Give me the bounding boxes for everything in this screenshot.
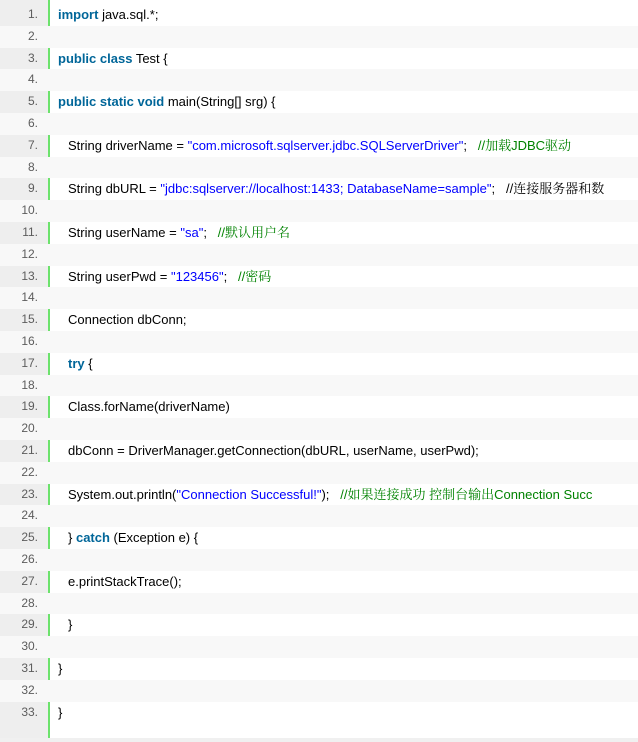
code-token: Test { [132,50,168,66]
code-line [0,200,638,222]
code-text [58,4,158,26]
code-token: ; [203,224,218,240]
keyword-token: import [58,7,99,22]
keyword-token: try [68,355,85,371]
comment-token: //加载JDBC驱动 [477,137,572,153]
code-token: ; //连接服务器和数 [491,181,605,197]
code-token: String dbURL = [68,181,161,197]
line-number: 6. [27,115,38,130]
line-number: 17. [21,355,38,370]
code-line [0,157,638,179]
code-token: (Exception e) { [109,530,199,546]
code-token: System.out.println( [68,486,177,502]
code-line [0,353,638,375]
line-number: 13. [21,268,38,283]
code-text [68,309,187,331]
line-number: 2. [27,28,38,43]
comment-token: //默认用户名 [217,224,291,240]
code-line [0,309,638,331]
code-token: dbConn = DriverManager.getConnection(dbURL, userName, userPwd); [68,442,479,458]
code-line [0,4,638,26]
keyword-token: void [137,94,165,110]
code-line [0,418,638,440]
line-number: 22. [21,464,38,479]
line-number: 20. [21,421,38,436]
code-line [0,26,638,48]
line-number: 21. [21,442,38,457]
code-line [0,69,638,91]
code-token: } [58,660,63,676]
line-number: 11. [22,224,38,239]
code-line [0,113,638,135]
code-line [0,549,638,571]
code-text [68,440,479,462]
line-number: 32. [21,682,38,697]
line-number: 19. [21,399,38,414]
code-text [58,658,62,680]
code-line [0,178,638,200]
keyword-token: public [58,94,97,110]
line-number: 9. [27,181,38,196]
code-text [68,135,571,157]
code-text [58,702,62,724]
code-line [0,331,638,353]
string-token: "com.microsoft.sqlserver.jdbc.SQLServerDriver" [187,137,464,153]
code-token: ); [321,486,341,502]
code-line [0,135,638,157]
code-line [0,702,638,724]
code-token: ; [223,268,239,284]
code-line [0,244,638,266]
string-token: "123456" [170,268,224,284]
line-number: 33. [21,704,38,719]
code-line [0,462,638,484]
comment-token: //如果连接成功 控制台输出Connection Succ [340,486,593,502]
line-number: 27. [21,573,38,588]
scroll-edge [0,738,638,742]
code-token: main(String[] srg) { [164,94,276,110]
code-text [68,178,604,200]
code-text [68,614,72,636]
keyword-token: class [99,50,133,66]
line-number: 12. [21,246,38,261]
line-number: 31. [21,660,38,675]
code-line [0,505,638,527]
string-token: "Connection Successful!" [176,486,322,502]
code-line [0,222,638,244]
code-token: String userName = [68,224,181,240]
code-line [0,396,638,418]
line-number: 23. [21,486,38,501]
code-token: String driverName = [68,137,188,153]
code-token: ; [463,137,478,153]
code-token: Class.forName(driverName) [68,399,230,415]
code-line [0,636,638,658]
line-number: 4. [27,72,38,87]
line-number: 3. [27,50,38,65]
code-text [58,91,276,113]
line-number: 7. [27,137,38,152]
line-number: 29. [21,617,38,632]
line-number: 18. [21,377,38,392]
code-text [68,396,230,418]
code-text [68,266,271,288]
code-token: } [68,530,76,546]
keyword-token: static [99,94,134,110]
line-number: 5. [27,94,38,109]
code-token: } [68,617,73,633]
code-line [0,440,638,462]
code-line [0,48,638,70]
code-line [0,484,638,506]
code-line [0,287,638,309]
keyword-token: catch [75,530,110,546]
line-number: 26. [21,551,38,566]
code-line [0,614,638,636]
code-text [68,353,93,375]
string-token: "sa" [180,224,204,240]
line-number: 24. [21,508,38,523]
code-text [68,484,592,506]
code-text [68,571,182,593]
line-number: 16. [21,333,38,348]
code-line [0,680,638,702]
code-text [68,527,198,549]
code-line [0,266,638,288]
code-token: Connection dbConn; [68,312,187,328]
comment-token: //密码 [238,268,272,284]
code-line [0,571,638,593]
line-number: 14. [21,290,38,305]
code-token: } [58,704,63,720]
code-token: { [84,355,93,371]
line-number: 8. [27,159,38,174]
code-line [0,375,638,397]
code-line [0,527,638,549]
code-token: java.sql.*; [98,7,159,22]
code-line [0,593,638,615]
line-number: 10. [21,203,38,218]
code-text [68,222,290,244]
keyword-token: public [58,50,97,66]
code-token: e.printStackTrace(); [68,573,182,589]
code-lines [0,4,638,723]
code-token: String userPwd = [68,268,171,284]
line-number: 1. [27,7,38,21]
code-text [58,48,168,70]
line-number: 30. [21,639,38,654]
string-token: "jdbc:sqlserver://localhost:1433; DatabaseName=sample" [160,181,492,197]
line-number: 28. [21,595,38,610]
code-line [0,91,638,113]
line-number: 15. [21,312,38,327]
line-number: 25. [21,530,38,545]
code-line [0,658,638,680]
